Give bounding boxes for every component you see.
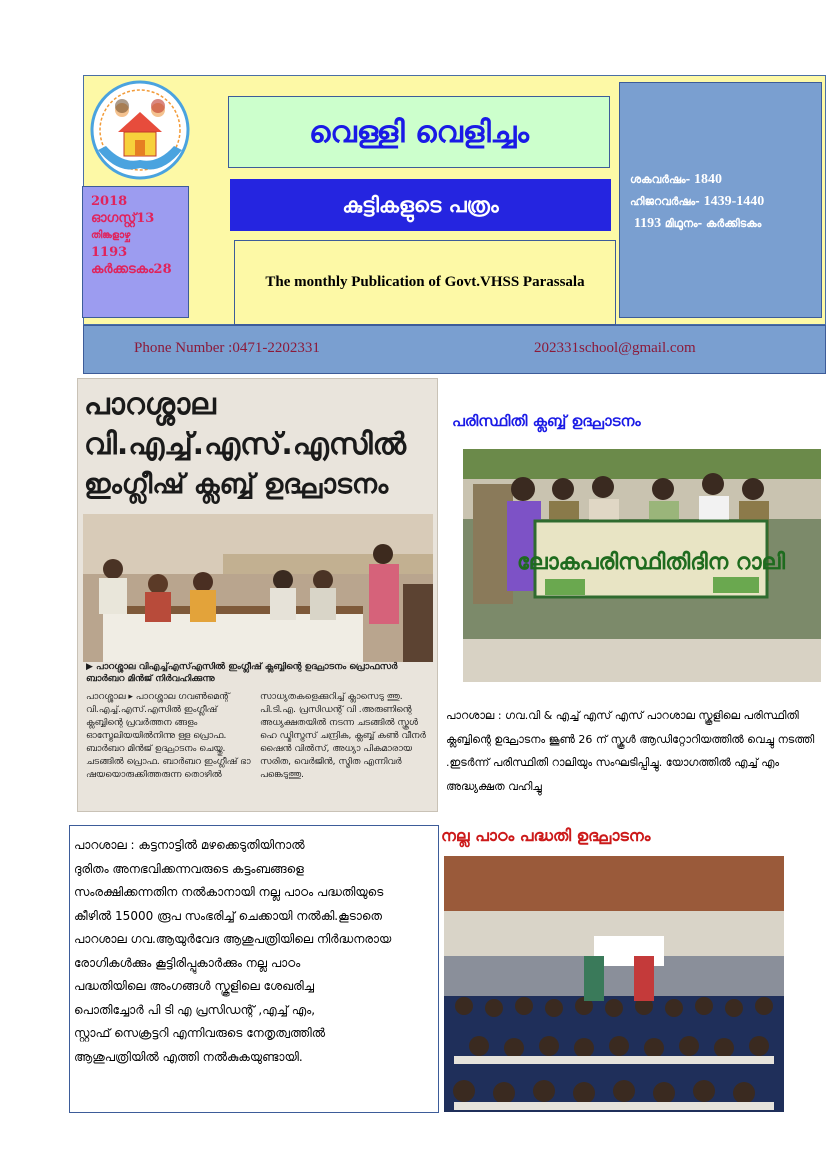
email-address[interactable]: 202331school@gmail.com [534, 340, 696, 356]
article-line: പാറശാല ഗവ.ആയുർവേദ ആശുപത്രിയിലെ നിർദ്ധനരായ [74, 932, 392, 946]
newspaper-subtitle: കുട്ടികളുടെ പത്രം [342, 192, 499, 217]
date-box [82, 186, 189, 318]
relief-article-box [69, 825, 439, 1113]
clipping-headline: പാറശ്ശാല വി.എച്ച്.എസ്.എസിൽ ഇംഗ്ലീഷ് ക്ലബ്ബ് ഉദ്ഘാടനം [84, 387, 407, 500]
title-box [228, 96, 610, 168]
date-me-month-day: കർക്കടകം28 [91, 262, 172, 277]
publication-box [234, 240, 616, 325]
school-logo [88, 80, 192, 180]
article-line: ദുരിതം അനഭവിക്കന്നവരുടെ കട്ടംബങ്ങളെ [74, 861, 304, 876]
date-me-year: 1193 [91, 245, 128, 260]
article-line: ആശുപത്രിയിൽ എത്തി നൽകുകയുണ്ടായി. [74, 1049, 303, 1064]
nalla-paadam-heading: നല്ല പാഠം പദ്ധതി ഉദ്ഘാടനം [441, 826, 651, 845]
clipping-photo [83, 514, 433, 662]
clipping-caption: ▶ പാറശ്ശാല വിഎച്ച്എസ്എസിൽ ഇംഗ്ലീഷ് ക്ലബ്ബിന്റെ ഉദ്ഘാടനം പ്രൊഫസർ ബാർബറ മിൻജ് നിർവഹിക്കുന്നു [86, 662, 398, 684]
phone-number: Phone Number :0471-2202331 [134, 340, 320, 356]
environment-club-heading: പരിസ്ഥിതി ക്ലബ്ബ് ഉദ്ഘാടനം [452, 412, 641, 430]
newspaper-title: വെള്ളി വെളിച്ചം [309, 114, 529, 150]
environment-rally-photo [463, 449, 821, 682]
saka-era: ശകവർഷം- 1840 [630, 172, 723, 187]
hijra-era: ഹിജറവർഷം- 1439-1440 [630, 194, 765, 209]
article-line: പാറശാല : കട്ടനാട്ടിൽ മഴക്കെടുതിയിനാൽ [74, 838, 305, 852]
era-box [619, 82, 822, 318]
article-line: സ്റ്റാഫ് സെക്രട്ടറി എന്നിവരുടെ നേതൃത്വത്തിൽ [74, 1026, 326, 1040]
article-line: പദ്ധതിയിലെ അംഗങ്ങൾ സ്കൂളിലെ ശേഖരിച്ച [74, 979, 314, 993]
clipping-body-left: പാറശ്ശാല ▸ പാറശ്ശാല ഗവൺമെന്റ് വി.എച്ച്.എസ്.എസിൽ ഇംഗ്ലീഷ് ക്ലബ്ബിന്റെ പ്രവർത്തന ങ്ങളം ഓസ്ട്രേലിയയിൽനിന്നു ള്ള പ്രൊഫ. ബാർബറ മിൻജ് ഉദ്ഘാടനം ചെയ്തു. ചടങ്ങിൽ പ്രൊഫ. ബാർബറ ഇംഗ്ലീഷ് ഭാ ഷയയൊരുക്കിത്തരുന്ന തൊഴിൽ [86, 692, 251, 780]
rally-banner-text: ലോകപരിസ്ഥിതിദിന റാലി [516, 550, 786, 575]
date-year: 2018 [91, 194, 128, 209]
malayalam-era: 1193 മിഥുനം- കർക്കിടകം [633, 216, 762, 231]
newspaper-clipping [77, 378, 438, 812]
environment-club-text: പാറശാല : ഗവ.വി & എച്ച് എസ് എസ് പാറശാല സ്കൂളിലെ പരിസ്ഥിതി ക്ലബ്ബിന്റെ ഉദ്ഘാടനം ജൂൺ 26 ന് സ്കൂൾ ആഡിറ്റോറിയത്തിൽ വെച്ചു നടത്തി .ഇടർന്ന് പരിസ്ഥിതി റാലിയും സംഘടിപ്പിച്ചു. യോഗത്തിൽ എച്ച് എം അദ്ധ്യക്ഷത വഹിച്ചു [446, 709, 815, 793]
clipping-body-right: സാധ്യതകളെക്കുറിച്ച് ക്ലാസെടു ത്തു. പി.ടി.എ. പ്രസിഡന്റ് വി .അരുണിന്റെ അധ്യക്ഷതയിൽ നടന്ന ചടങ്ങിൽ സ്കൂൾ ഹെ ഡ്മിസ്ട്രസ് ചന്ദ്രിക, ക്ലബ്ബ് കൺ വീനർ ഷൈൻ വിൽസ്, അധ്യാ പികമാരായ സരിത, വെർജിൻ, സ്മിത എന്നിവർ പങ്കെടുത്തു. [260, 692, 426, 780]
date-weekday: തിങ്കളാഴ്ച [91, 230, 131, 241]
nalla-paadam-photo [444, 856, 784, 1112]
article-line: സംരക്ഷിക്കന്നതിന നൽകാനായി നല്ല പാഠം പദ്ധതിയുടെ [74, 885, 384, 899]
article-line: രോഗികൾക്കും കൂട്ടിരിപ്പുകാർക്കും നല്ല പാഠം [74, 955, 301, 970]
article-line: പൊതിച്ചോർ പി ടി എ പ്രസിഡന്റ് ,എച്ച് എം, [74, 1002, 316, 1017]
article-line: കീഴിൽ 15000 രൂപ സംഭരിച്ച് ചെക്കായി നൽകി.കൂടാതെ [74, 908, 382, 923]
date-month-day: ഓഗസ്റ്റ്13 [91, 211, 155, 226]
publication-line: The monthly Publication of Govt.VHSS Parassala [265, 274, 585, 290]
subtitle-box [230, 179, 611, 231]
